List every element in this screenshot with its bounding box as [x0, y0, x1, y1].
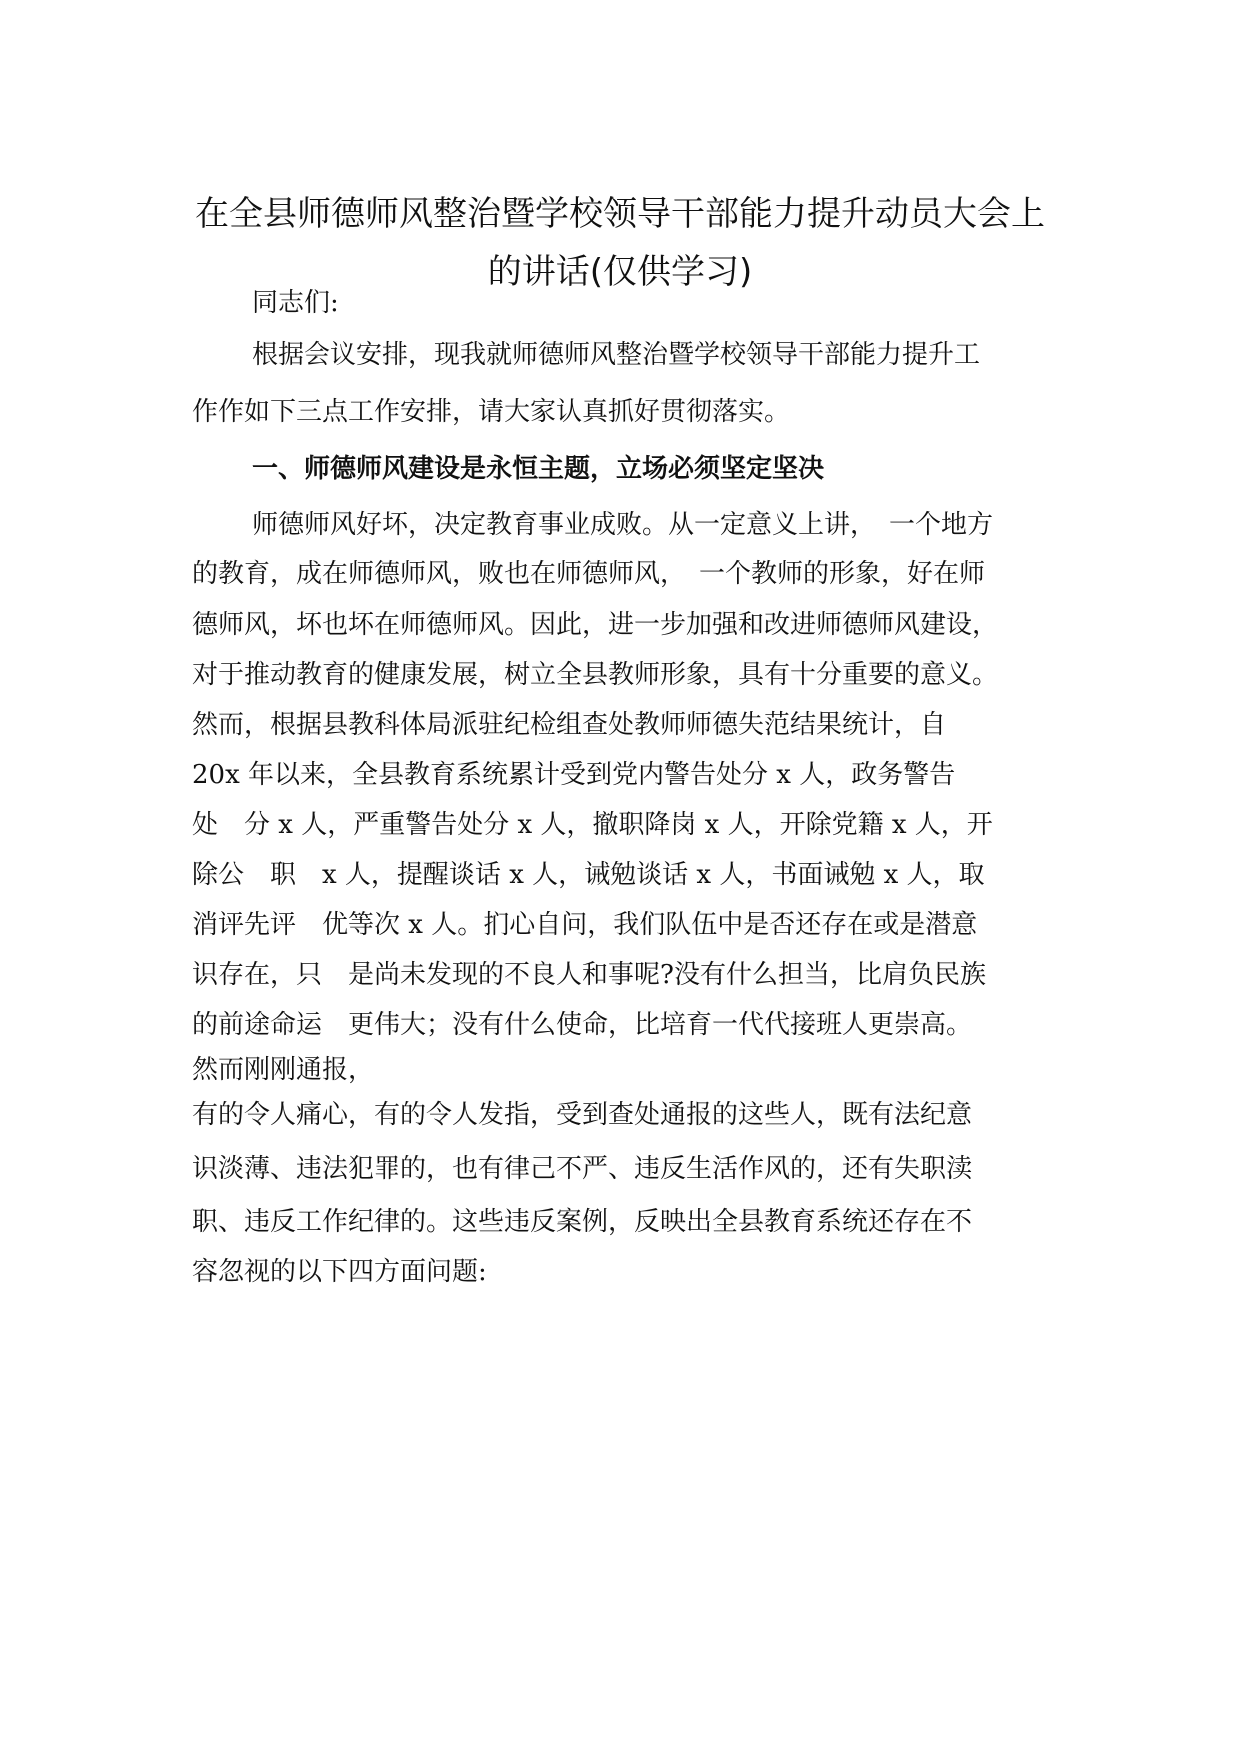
body-line: 德师风，坏也坏在师德师风。因此，进一步加强和改进师德师风建设，: [192, 610, 999, 640]
body-line: 识淡薄、违法犯罪的，也有律己不严、违反生活作风的，还有失职渎: [192, 1154, 973, 1184]
intro-line: 根据会议安排，现我就师德师风整治暨学校领导干部能力提升工: [252, 340, 981, 370]
body-line: 职、违反工作纪律的。这些违反案例，反映出全县教育系统还存在不: [192, 1207, 973, 1237]
body-line: 除公 职 x 人，提醒谈话 x 人，诫勉谈话 x 人，书面诫勉 x 人，取: [192, 860, 985, 890]
body-line: 识存在，只 是尚未发现的不良人和事呢?没有什么担当，比肩负民族: [192, 960, 986, 990]
body-line: 有的令人痛心，有的令人发指，受到查处通报的这些人，既有法纪意: [192, 1100, 973, 1130]
body-line: 的教育，成在师德师风，败也在师德师风， 一个教师的形象，好在师: [192, 559, 986, 589]
body-line: 然而刚刚通报，: [192, 1055, 375, 1085]
intro-line: 作作如下三点工作安排，请大家认真抓好贯彻落实。: [192, 397, 791, 427]
body-line: 20x 年以来，全县教育系统累计受到党内警告处分 x 人，政务警告: [192, 760, 956, 790]
body-line: 然而，根据县教科体局派驻纪检组查处教师师德失范结果统计，自: [192, 710, 947, 740]
body-line: 消评先评 优等次 x 人。扪心自问，我们队伍中是否还存在或是潜意: [192, 910, 978, 940]
section-heading: 一、师德师风建设是永恒主题，立场必须坚定坚决: [252, 454, 825, 484]
body-line: 师德师风好坏，决定教育事业成败。从一定意义上讲， 一个地方: [252, 510, 994, 540]
body-line: 处 分 x 人，严重警告处分 x 人，撤职降岗 x 人，开除党籍 x 人，开: [192, 810, 993, 840]
body-line: 对于推动教育的健康发展，树立全县教师形象，具有十分重要的意义。: [192, 660, 999, 690]
salutation: 同志们:: [252, 288, 339, 318]
document-title-line-2: 的讲话(仅供学习): [487, 252, 753, 292]
body-line: 的前途命运 更伟大；没有什么使命，比培育一代代接班人更崇高。: [192, 1010, 973, 1040]
body-line: 容忽视的以下四方面问题:: [192, 1257, 487, 1287]
document-title-line-1: 在全县师德师风整治暨学校领导干部能力提升动员大会上: [195, 194, 1045, 234]
